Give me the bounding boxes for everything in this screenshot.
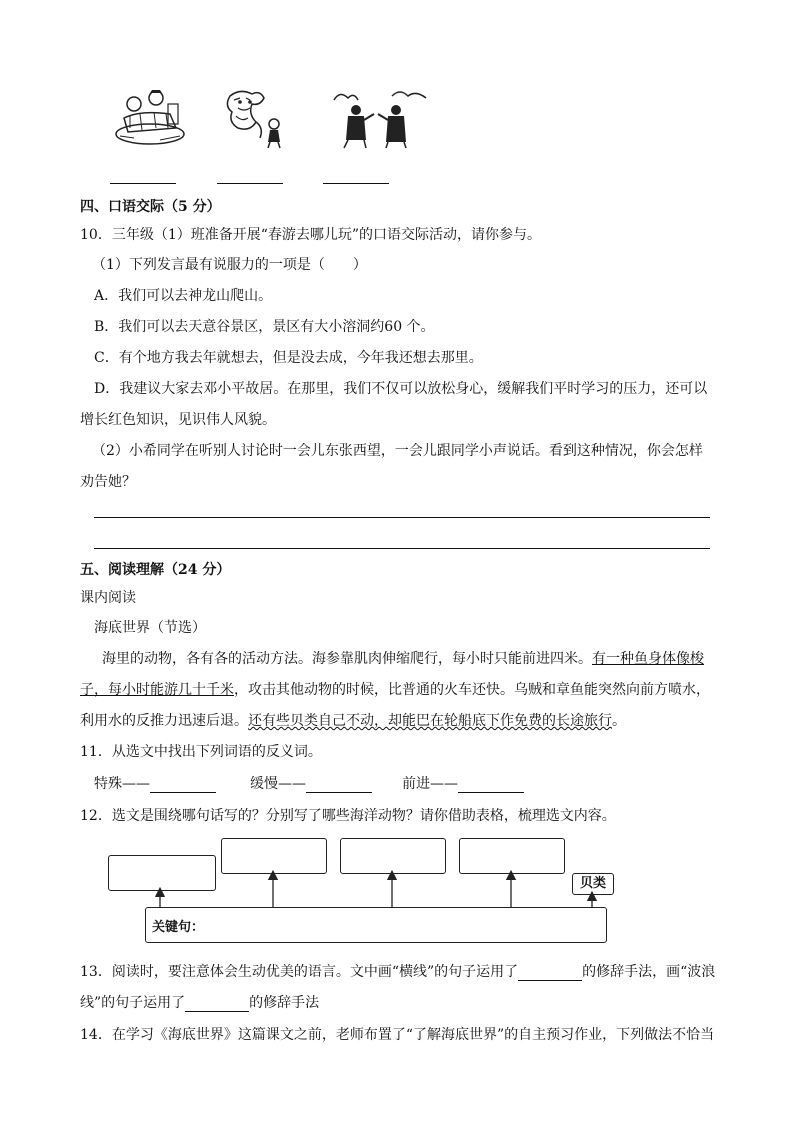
question-11-pair-3: 前进——	[402, 773, 524, 793]
question-13-line-1: 13．阅读时，要注意体会生动优美的语言。文中画“横线”的句子运用了 的修辞手法，画“波浪	[80, 964, 716, 980]
question-14-stem: 14．在学习《海底世界》这篇课文之前，老师布置了“了解海底世界”的自主预习作业，下列做法不恰当	[80, 1027, 715, 1043]
question-11-pair-2: 缓慢——	[250, 773, 372, 793]
question-10-sub2: （2）小希同学在听别人讨论时一会儿东张西望，一会儿跟同学小声说话。看到这种情况，你会怎样	[92, 443, 703, 459]
underlined-sentence-end: 子，每小时能游几十千米	[80, 682, 234, 698]
passage-line-1: 海里的动物，各有各的活动方法。海参靠肌肉伸缩爬行，每小时只能前进四米。有一种鱼身体像梭	[102, 651, 704, 667]
wavy-underlined-sentence: 还有些贝类自己不动，却能巴在轮船底下作免费的长途旅行	[248, 713, 612, 729]
rhetoric-blank-1[interactable]	[518, 964, 582, 981]
option-b[interactable]: B．我们可以去天意谷景区，景区有大小溶洞约60 个。	[94, 319, 435, 335]
shellfish-label-box: 贝类	[572, 873, 614, 895]
question-11-stem: 11．从选文中找出下列词语的反义词。	[80, 744, 322, 760]
question-12-stem: 12．选文是围绕哪句话写的？分别写了哪些海洋动物？请你借助表格，梳理选文内容。	[80, 808, 616, 824]
section-5-title: 五、阅读理解（24 分）	[80, 562, 231, 578]
passage-title: 海底世界（节选）	[94, 620, 206, 636]
key-sentence-label: 关键句：	[152, 920, 205, 935]
question-13-line-2: 线”的句子运用了 的修辞手法	[80, 995, 320, 1011]
passage-line-3: 利用水的反推力迅速后退。还有些贝类自己不动，却能巴在轮船底下作免费的长途旅行。	[80, 713, 626, 729]
rhetoric-blank-2[interactable]	[185, 995, 249, 1012]
underlined-sentence-start: 有一种鱼身体像梭	[592, 651, 704, 667]
option-d-continued: 增长红色知识，见识伟人风貌。	[80, 412, 276, 428]
section-5-subtitle: 课内阅读	[80, 590, 136, 606]
option-c[interactable]: C．有个地方我去年就想去，但是没去成，今年我还想去那里。	[94, 350, 483, 366]
option-d[interactable]: D．我建议大家去邓小平故居。在那里，我们不仅可以放松身心，缓解我们平时学习的压力，还可以	[94, 381, 708, 397]
question-10-sub2-continued: 劝告她？	[80, 474, 136, 490]
question-10-stem: 10．三年级（1）班准备开展“春游去哪儿玩”的口语交际活动，请你参与。	[80, 227, 542, 243]
section-4-title: 四、口语交际（5 分）	[80, 199, 221, 215]
question-10-sub1: （1）下列发言最有说服力的一项是（ ）	[92, 257, 367, 273]
passage-line-2: 子，每小时能游几十千米，攻击其他动物的时候，比普通的火车还快。乌贼和章鱼能突然向前方喷水，	[80, 682, 710, 698]
option-a[interactable]: A．我们可以去神龙山爬山。	[94, 288, 273, 304]
question-11-pair-1: 特殊——	[94, 773, 216, 793]
